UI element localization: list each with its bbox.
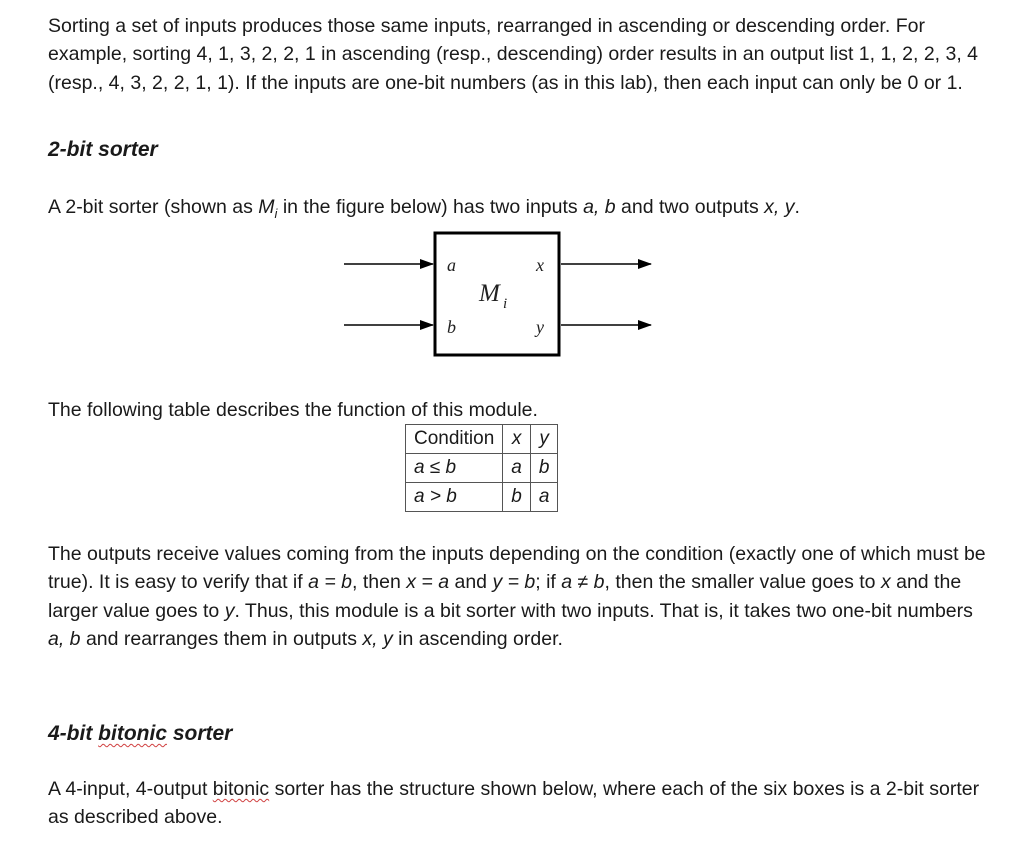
module-label: M	[479, 280, 500, 307]
cell-condition: a ≤ b	[406, 454, 503, 483]
table-row	[406, 454, 558, 483]
output-x-label: x	[536, 255, 544, 275]
input-a-label: a	[447, 255, 456, 275]
explanation-paragraph: The outputs receive values coming from the inputs depending on the condition (exactly one of which must be true). It is easy to verify that if a = b, then x = a and y = b; if a ≠ b, then the smaller value goes to x and the larger value goes to y. Thus, this module is a bit sorter with two inputs. That is, it takes two one-bit numbers a, b and rearranges them in outputs x, y in ascending order.	[48, 543, 986, 651]
table-header-row	[406, 425, 558, 454]
cell-x: b	[503, 483, 531, 512]
cell-y: b	[530, 454, 558, 483]
table-caption: The following table describes the function of this module.	[48, 399, 538, 421]
section-heading-bitonic-sorter: 4-bit bitonic sorter	[48, 722, 233, 745]
cell-condition: a > b	[406, 483, 503, 512]
header-y: y	[530, 425, 558, 454]
section-heading-2bit-sorter: 2-bit sorter	[48, 138, 158, 161]
input-b-label: b	[447, 317, 456, 337]
intro-paragraph: Sorting a set of inputs produces those same inputs, rearranged in ascending or descending order. For example, sorting 4, 1, 3, 2, 2, 1 in ascending (resp., descending) order results in an output list 1, 1, 2, 2, 3, 4 (resp., 4, 3, 2, 2, 1, 1). If the inputs are one-bit numbers (as in this lab), then each input can only be 0 or 1.	[48, 15, 979, 94]
bitonic-description: A 4-input, 4-output bitonic sorter has the structure shown below, where each of the six boxes is a 2-bit sorter as described above.	[48, 778, 980, 829]
output-y-label: y	[536, 317, 544, 337]
table-row	[406, 483, 558, 512]
module-subscript: i	[503, 296, 508, 312]
function-table	[405, 424, 558, 512]
sorter-module-diagram	[340, 228, 660, 363]
sorter-description: A 2-bit sorter (shown as $M_i$ in the figure below) has two inputs a, b and two outputs x, y.	[48, 196, 800, 221]
cell-y: a	[530, 483, 558, 512]
header-condition: Condition	[406, 425, 503, 454]
cell-x: a	[503, 454, 531, 483]
header-x: x	[503, 425, 531, 454]
